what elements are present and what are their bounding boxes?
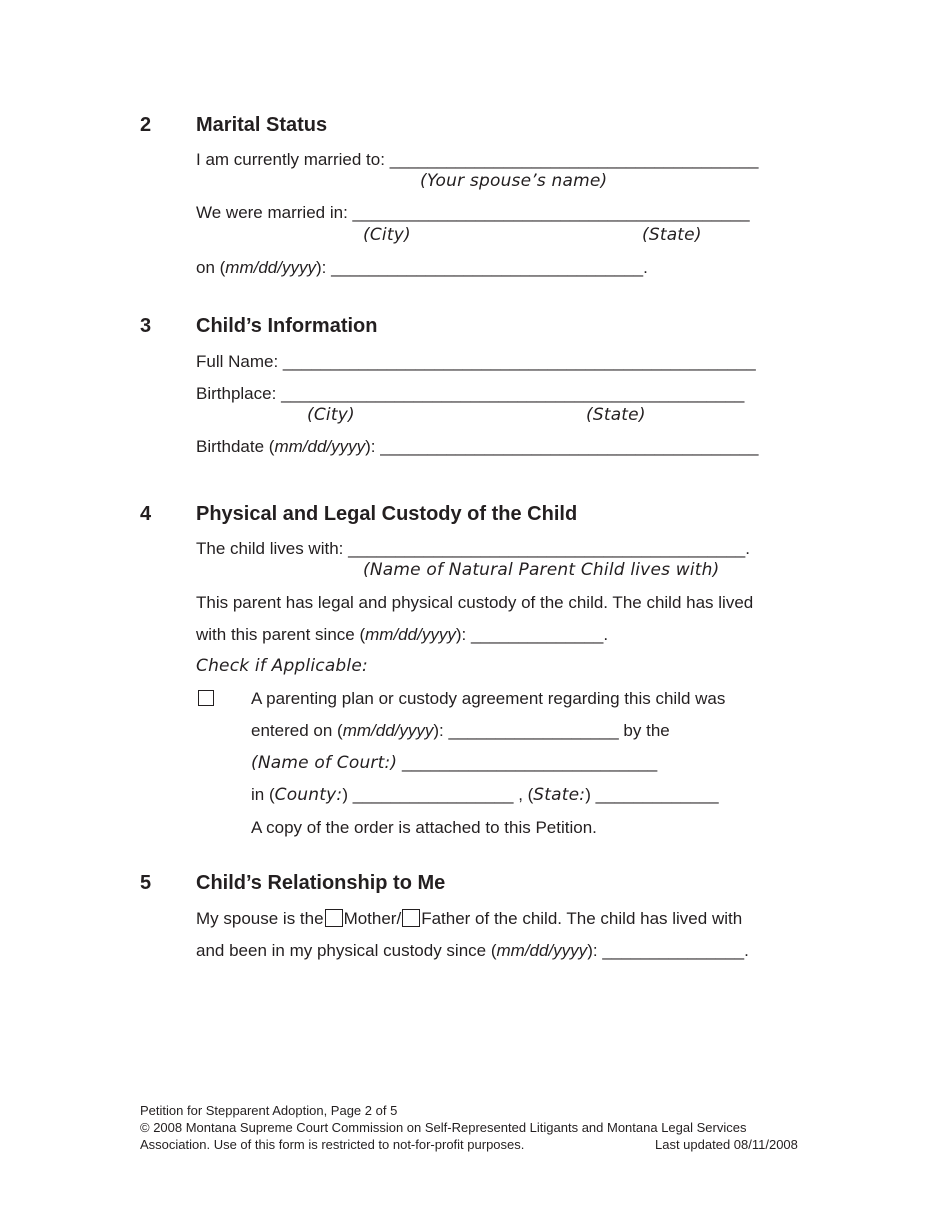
footer-usage: Association. Use of this form is restricted to not-for-profit purposes.: [140, 1137, 525, 1152]
father-label: Father of the child. The child has lived with: [421, 909, 743, 928]
court-field[interactable]: ___________________________: [401, 753, 658, 772]
lives-with-caption: (Name of Natural Parent Child lives with): [363, 560, 720, 580]
father-checkbox[interactable]: [402, 909, 420, 927]
birthdate-label: Birthdate (mm/dd/yyyy):: [196, 437, 376, 456]
footer-last-updated: Last updated 08/11/2008: [655, 1137, 798, 1152]
birthplace-field[interactable]: _________________________________________________: [281, 384, 745, 403]
plan-line-2: [251, 721, 670, 741]
section-5-title: Child’s Relationship to Me: [196, 872, 446, 894]
relationship-line-2: [196, 941, 749, 961]
section-2-number: 2: [140, 114, 152, 136]
spouse-is-label: My spouse is the: [196, 909, 324, 928]
section-2-title: Marital Status: [196, 114, 328, 136]
married-in-row: [196, 203, 750, 223]
married-to-label: I am currently married to:: [196, 150, 385, 169]
married-in-field[interactable]: __________________________________________: [352, 203, 750, 222]
lives-with-field[interactable]: __________________________________________.: [348, 539, 750, 558]
married-to-row: [196, 150, 758, 170]
married-city-caption: (City): [363, 225, 411, 245]
married-in-label: We were married in:: [196, 203, 348, 222]
plan-entered-label: entered on (mm/dd/yyyy):: [251, 721, 444, 740]
relationship-line-1: [196, 909, 742, 929]
married-date-label: on (mm/dd/yyyy):: [196, 258, 327, 277]
married-state-caption: (State): [642, 225, 702, 245]
section-3-title: Child’s Information: [196, 315, 378, 337]
lives-with-row: [196, 539, 750, 559]
physical-custody-field[interactable]: _______________.: [602, 941, 749, 960]
married-date-field[interactable]: _________________________________.: [331, 258, 648, 277]
full-name-label: Full Name:: [196, 352, 279, 371]
county-state-row: [251, 785, 719, 805]
mother-label: Mother/: [343, 909, 402, 928]
custody-since-field[interactable]: ______________.: [470, 625, 609, 644]
plan-line-1: A parenting plan or custody agreement regarding this child was: [251, 689, 726, 708]
spouse-name-caption: (Your spouse’s name): [420, 171, 608, 191]
custody-line-2: [196, 625, 608, 645]
custody-since-label: with this parent since (mm/dd/yyyy):: [196, 625, 467, 644]
footer-copyright: © 2008 Montana Supreme Court Commission on Self-Represented Litigants and Montana Legal Services: [140, 1120, 747, 1135]
married-to-field[interactable]: _______________________________________: [389, 150, 759, 169]
birthplace-city-caption: (City): [307, 405, 355, 425]
mother-checkbox[interactable]: [325, 909, 343, 927]
birthdate-field[interactable]: ________________________________________: [380, 437, 759, 456]
section-4-number: 4: [140, 503, 152, 525]
state-label: , (State:): [518, 785, 591, 805]
full-name-row: [196, 352, 756, 372]
birthplace-label: Birthplace:: [196, 384, 277, 403]
plan-entered-field[interactable]: __________________: [448, 721, 619, 740]
county-field[interactable]: _________________: [352, 785, 514, 804]
copy-attached-text: A copy of the order is attached to this Petition.: [251, 818, 597, 837]
custody-line-1: This parent has legal and physical custody of the child. The child has lived: [196, 593, 754, 612]
footer-page-label: Petition for Stepparent Adoption, Page 2 of 5: [140, 1103, 398, 1118]
full-name-field[interactable]: __________________________________________________: [282, 352, 756, 371]
section-3-number: 3: [140, 315, 152, 337]
check-if-applicable-label: Check if Applicable:: [196, 656, 368, 676]
physical-custody-label: and been in my physical custody since (mm/dd/yyyy):: [196, 941, 598, 960]
state-field[interactable]: _____________: [595, 785, 719, 804]
county-label: in (County:): [251, 785, 348, 805]
birthplace-state-caption: (State): [586, 405, 646, 425]
parenting-plan-checkbox[interactable]: [198, 690, 214, 706]
birthdate-row: [196, 437, 758, 457]
lives-with-label: The child lives with:: [196, 539, 344, 558]
section-5-number: 5: [140, 872, 152, 894]
section-4-title: Physical and Legal Custody of the Child: [196, 503, 578, 525]
court-row: [251, 753, 657, 773]
married-date-row: [196, 258, 648, 278]
court-label: (Name of Court:): [251, 753, 398, 773]
plan-by-the-label: by the: [623, 721, 670, 740]
birthplace-row: [196, 384, 744, 404]
